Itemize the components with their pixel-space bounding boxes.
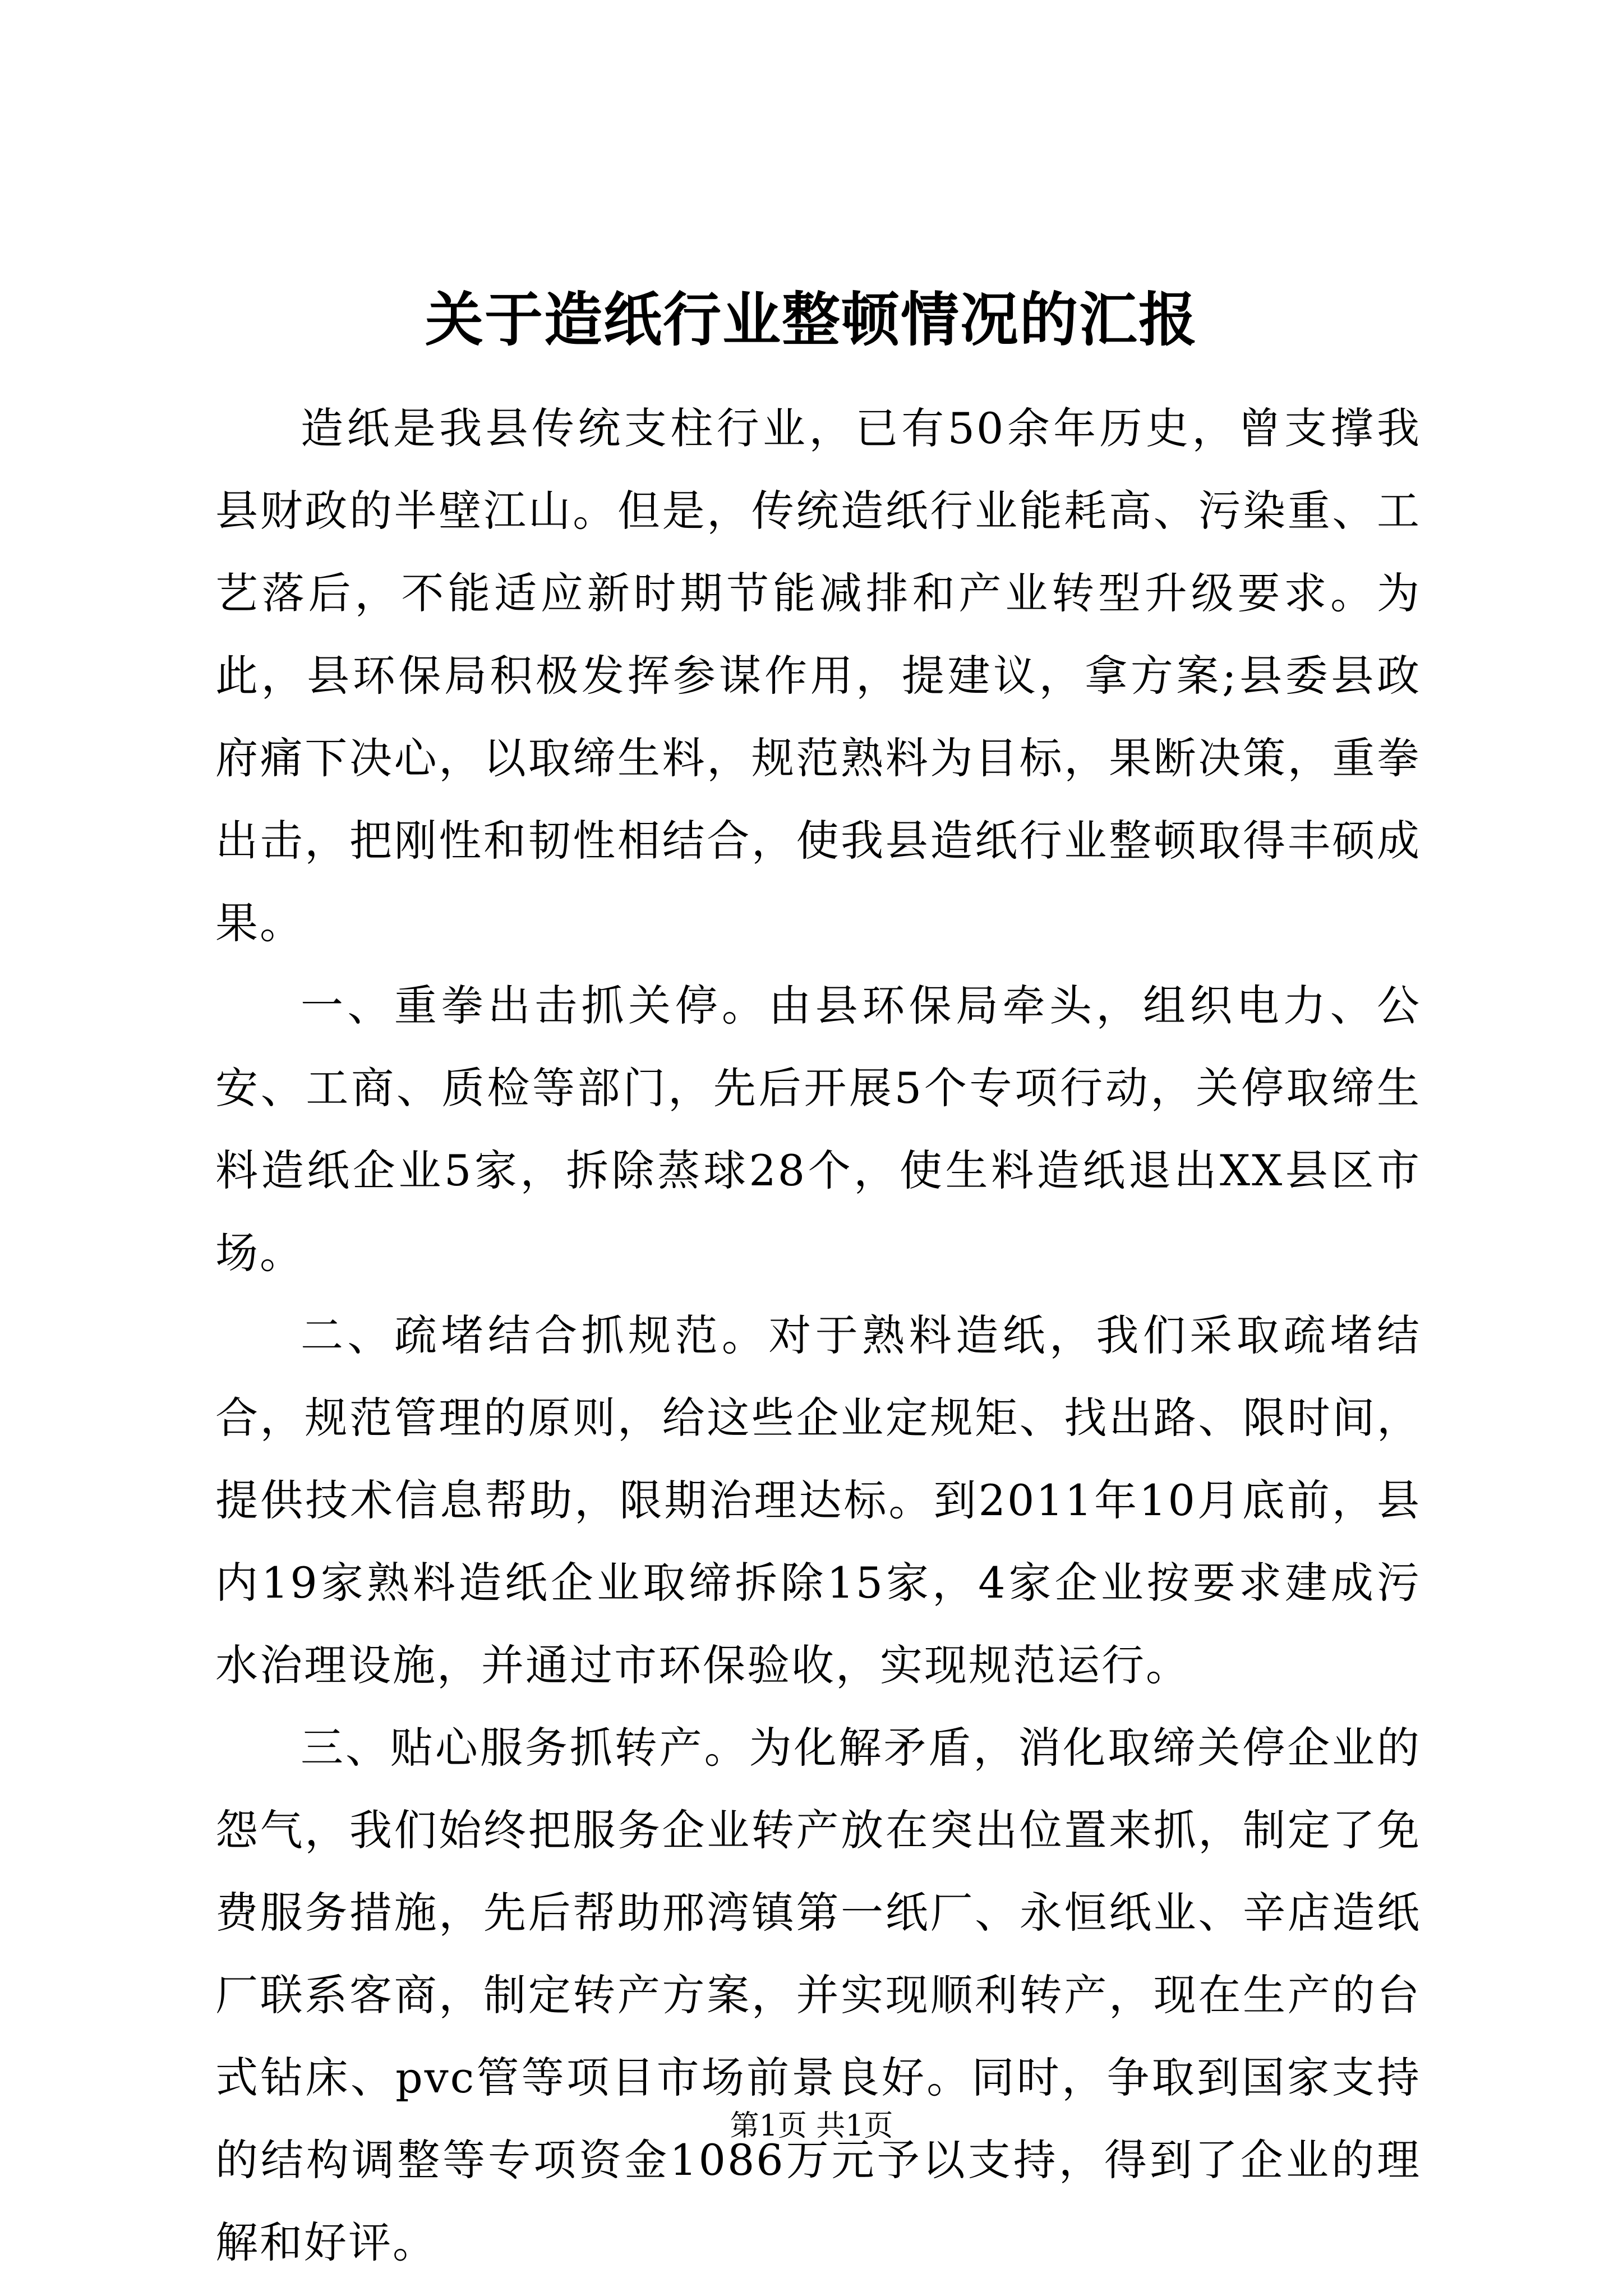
paragraph-section-2: 二、疏堵结合抓规范。对于熟料造纸，我们采取疏堵结合，规范管理的原则，给这些企业定规矩、找出路、限时间，提供技术信息帮助，限期治理达标。到2011年10月底前，县内19家熟料造纸企业取缔拆除15家，4家企业按要求建成污水治理设施，并通过市环保验收，实现规范运行。 bbox=[215, 1310, 1421, 1690]
page-footer: 第1页 共1页 bbox=[730, 2109, 893, 2143]
document-title: 关于造纸行业整顿情况的汇报 bbox=[425, 285, 1198, 354]
paragraph-section-1: 一、重拳出击抓关停。由县环保局牵头，组织电力、公安、工商、质检等部门，先后开展5个专项行动，关停取缔生料造纸企业5家，拆除蒸球28个，使生料造纸退出XX县区市场。 bbox=[215, 981, 1421, 1278]
paragraph-section-3: 三、贴心服务抓转产。为化解矛盾，消化取缔关停企业的怨气，我们始终把服务企业转产放在突出位置来抓，制定了免费服务措施，先后帮助邢湾镇第一纸厂、永恒纸业、辛店造纸厂联系客商，制定转产方案，并实现顺利转产，现在生产的台式钻床、pvc管等项目市场前景良好。同时，争取到国家支持的结构调整等专项资金1086万元予以支持，得到了企业的理解和好评。 bbox=[215, 1723, 1421, 2267]
paragraph-intro: 造纸是我县传统支柱行业，已有50余年历史，曾支撑我县财政的半壁江山。但是，传统造纸行业能耗高、污染重、工艺落后，不能适应新时期节能减排和产业转型升级要求。为此，县环保局积极发挥参谋作用，提建议，拿方案;县委县政府痛下决心，以取缔生料，规范熟料为目标，果断决策，重拳出击，把刚性和韧性相结合，使我县造纸行业整顿取得丰硕成果。 bbox=[215, 403, 1421, 948]
document-body bbox=[215, 387, 1421, 2284]
